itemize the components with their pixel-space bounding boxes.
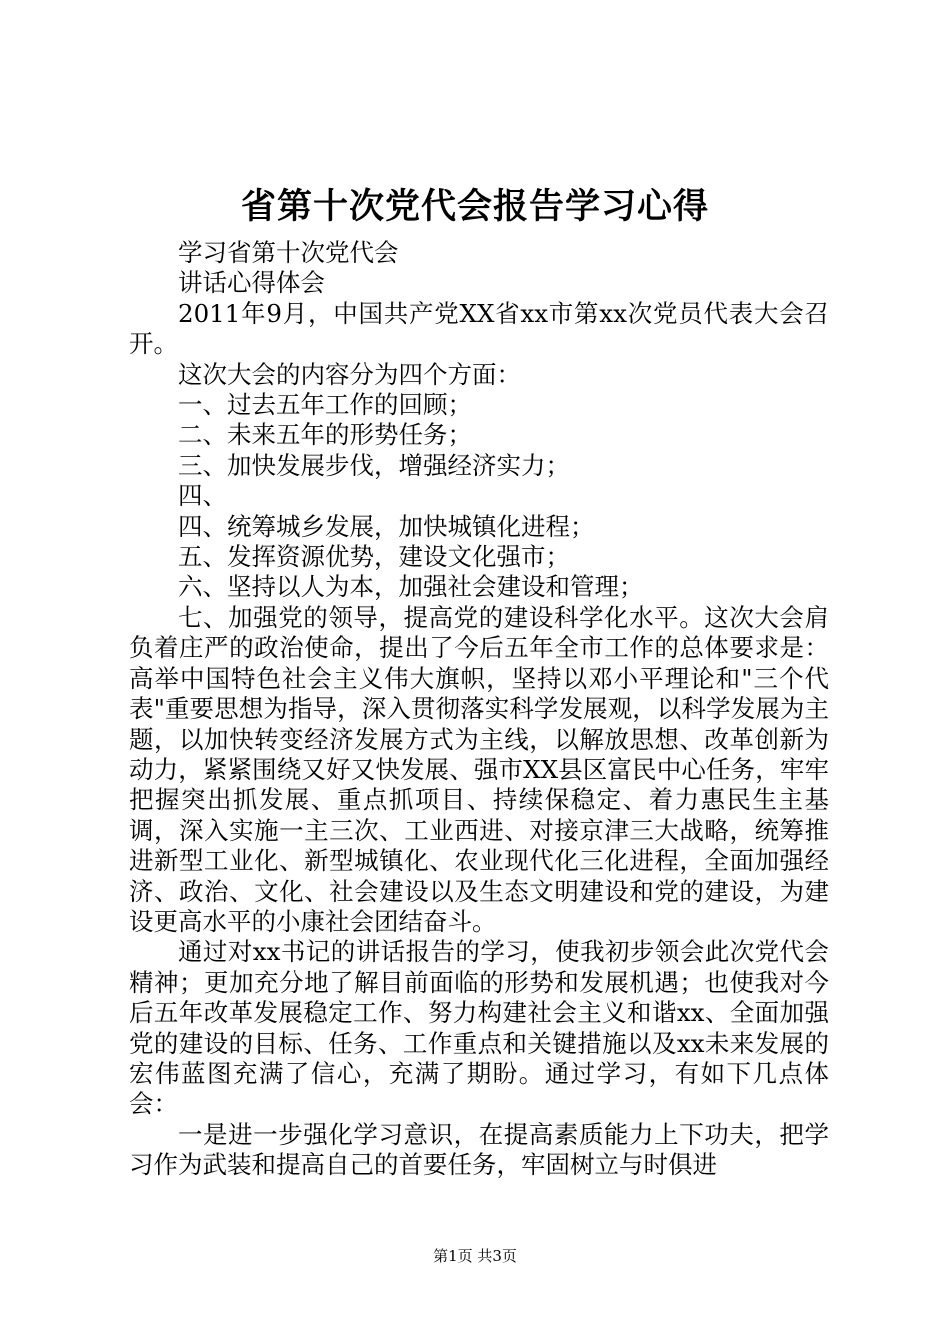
paragraph: 讲话心得体会 (178, 268, 325, 298)
document-title: 省第十次党代会报告学习心得 (240, 186, 709, 227)
paragraph: 七、加强党的领导，提高党的建设科学化水平。这次大会肩负着庄严的政治使命，提出了今后五年全市工作的总体要求是：高举中国特色社会主义伟大旗帜，坚持以邓小平理论和"三个代表"重要思想为指导，深入贯彻落实科学发展观，以科学发展为主题，以加快转变经济发展方式为主线，以解放思想、改革创新为动力，紧紧围绕又好又快发展、强市XX县区富民中心任务，牢牢把握突出抓发展、重点抓项目、持续保稳定、着力惠民生主基调，深入实施一主三次、工业西进、对接京津三大战略，统筹推进新型工业化、新型城镇化、农业现代化三化进程，全面加强经济、政治、文化、社会建设以及生态文明建设和党的建设，为建设更高水平的小康社会团结奋斗。 (129, 602, 829, 936)
paragraph: 一、过去五年工作的回顾； (178, 390, 472, 420)
paragraph: 四、统筹城乡发展，加快城镇化进程； (178, 511, 595, 541)
paragraph: 二、未来五年的形势任务； (178, 420, 472, 450)
page-footer: 第1页 共3页 (433, 1247, 517, 1265)
paragraph: 学习省第十次党代会 (178, 238, 399, 267)
paragraph: 六、坚持以人为本，加强社会建设和管理； (178, 572, 644, 602)
paragraph: 一是进一步强化学习意识，在提高素质能力上下功夫，把学习作为武装和提高自己的首要任务，牢固树立与时俱进 (129, 1119, 829, 1180)
paragraph: 三、加快发展步伐，增强经济实力； (178, 450, 570, 480)
paragraph: 五、发挥资源优势，建设文化强市； (178, 542, 570, 572)
paragraph: 2011年9月，中国共产党XX省xx市第xx次党员代表大会召开。 (129, 298, 829, 359)
document-body (129, 238, 829, 1181)
paragraph: 四、 (178, 481, 227, 511)
paragraph: 通过对xx书记的讲话报告的学习，使我初步领会此次党代会精神；更加充分地了解目前面临的形势和发展机遇；也使我对今后五年改革发展稳定工作、努力构建社会主义和谐xx、全面加强党的建设的目标、任务、工作重点和关键措施以及xx未来发展的宏伟蓝图充满了信心，充满了期盼。通过学习，有如下几点体会： (129, 937, 829, 1119)
paragraph: 这次大会的内容分为四个方面： (178, 359, 521, 389)
